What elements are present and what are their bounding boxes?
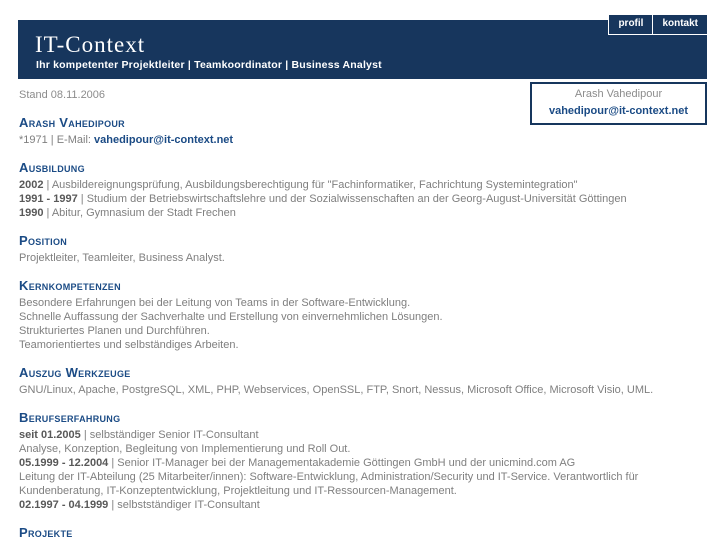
brand-tagline: Ihr kompetenter Projektleiter | Teamkoordinator | Business Analyst (36, 59, 382, 71)
contact-name: Arash Vahedipour (574, 88, 663, 100)
body-line (19, 206, 708, 220)
body-line (19, 178, 708, 192)
body-line (19, 470, 708, 498)
contact-email-link[interactable]: vahedipour@it-context.net (548, 105, 689, 117)
section-heading: Position (19, 233, 68, 248)
section-position (19, 234, 708, 265)
line-text: Leitung der IT-Abteilung (25 Mitarbeiter/innen): Software-Entwicklung, Administration/Security und IT-Service. Verantwortlich für Kundenberatung, IT-Konzeptentwicklung, Projektleitung und IT-Ressourcen-Management. (19, 471, 639, 497)
line-text: | Senior IT-Manager bei der Managementakademie Göttingen GmbH und der unicmind.com AG (108, 457, 576, 469)
section-kernkompetenzen (19, 279, 708, 352)
line-text: | selbständiger Senior IT-Consultant (80, 429, 259, 441)
line-text: Schnelle Auffassung der Sachverhalte und Erstellung von einvernehmlichen Lösungen. (19, 311, 443, 323)
body-line (19, 338, 708, 352)
body-line (19, 498, 708, 512)
body-line (19, 442, 708, 456)
section-projekte (19, 526, 708, 539)
body-line (19, 428, 708, 442)
header-banner (18, 20, 707, 79)
date-label: 1990 (19, 207, 44, 219)
line-text: Projektleiter, Teamleiter, Business Analyst. (19, 252, 225, 264)
main-content (19, 116, 708, 553)
date-label: 02.1997 - 04.1999 (19, 499, 109, 511)
line-text: | Studium der Betriebswirtschaftslehre und der Sozialwissenschaften an der Georg-August-Universität Göttingen (77, 193, 627, 205)
email-link[interactable]: vahedipour@it-context.net (94, 134, 234, 146)
date-label: 1991 - 1997 (19, 193, 78, 205)
line-text: | selbstständiger IT-Consultant (108, 499, 260, 511)
section-berufserfahrung (19, 411, 708, 512)
top-nav (608, 15, 707, 35)
line-text: | Ausbildereignungsprüfung, Ausbildungsberechtigung für "Fachinformatiker, Fachrichtung Systemintegration" (43, 179, 578, 191)
line-text: Teamorientiertes und selbständiges Arbeiten. (19, 339, 239, 351)
brand-title: IT-Context (35, 32, 146, 57)
date-label: 05.1999 - 12.2004 (19, 457, 109, 469)
stand-date: Stand 08.11.2006 (19, 89, 106, 101)
line-text: GNU/Linux, Apache, PostgreSQL, XML, PHP, Webservices, OpenSSL, FTP, Snort, Nessus, Microsoft Office, Microsoft Visio, UML. (19, 384, 654, 396)
body-line (19, 133, 708, 147)
line-text: *1971 | E-Mail: (19, 134, 95, 146)
section-arash-vahedipour (19, 116, 708, 147)
section-auszug-werkzeuge (19, 366, 708, 397)
section-heading: Projekte (19, 525, 73, 540)
section-heading: Berufserfahrung (19, 410, 121, 425)
line-text: | Abitur, Gymnasium der Stadt Frechen (43, 207, 236, 219)
nav-tab-profil[interactable]: profil (608, 15, 652, 35)
date-label: 2002 (19, 179, 44, 191)
body-line (19, 324, 708, 338)
section-heading: Ausbildung (19, 160, 85, 175)
line-text: Strukturiertes Planen und Durchführen. (19, 325, 210, 337)
body-line (19, 456, 708, 470)
section-heading: Kernkompetenzen (19, 278, 121, 293)
section-ausbildung (19, 161, 708, 220)
body-line (19, 192, 708, 206)
date-label: seit 01.2005 (19, 429, 81, 441)
line-text: Analyse, Konzeption, Begleitung von Implementierung und Roll Out. (19, 443, 351, 455)
body-line (19, 251, 708, 265)
line-text: Besondere Erfahrungen bei der Leitung von Teams in der Software-Entwicklung. (19, 297, 411, 309)
section-heading: Auszug Werkzeuge (19, 365, 131, 380)
section-heading: Arash Vahedipour (19, 115, 125, 130)
body-line (19, 383, 708, 397)
nav-tab-kontakt[interactable]: kontakt (652, 15, 707, 35)
body-line (19, 310, 708, 324)
body-line (19, 296, 708, 310)
